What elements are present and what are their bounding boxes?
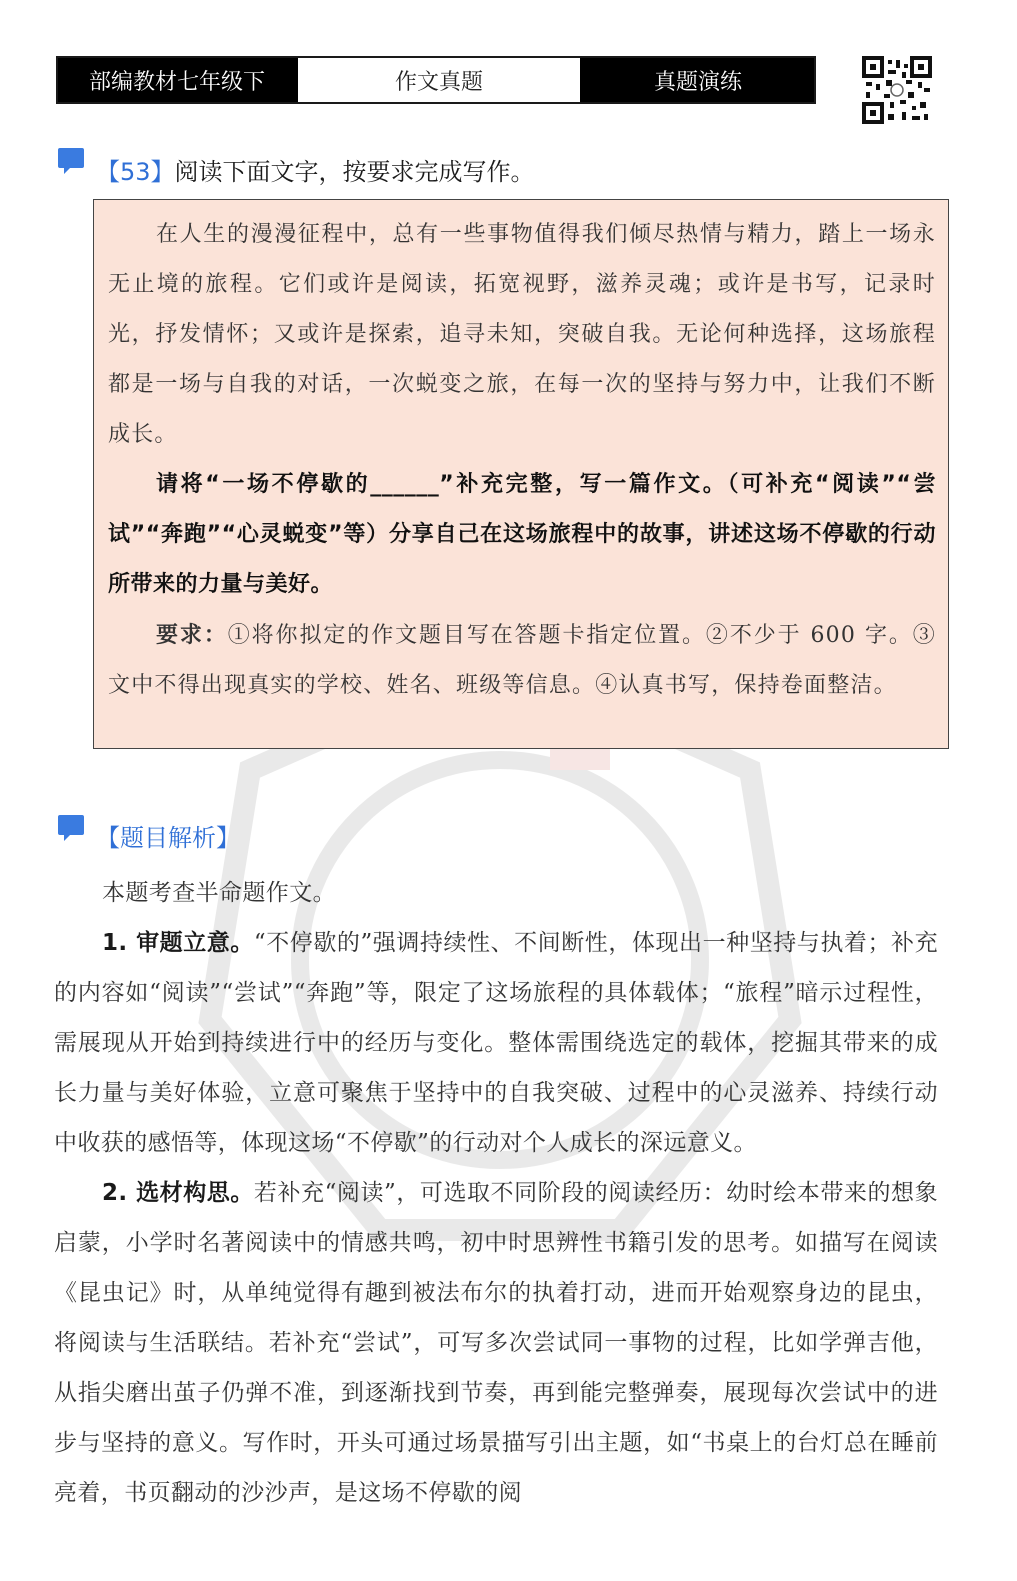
analysis-text-1: “不停歇的”强调持续性、不间断性，体现出一种坚持与执着；补充的内容如“阅读”“尝试”“奔跑”等，限定了这场旅程的具体载体；“旅程”暗示过程性，需展现从开始到持续进行中的经历与变化。整体需围绕选定的载体，挖掘其带来的成长力量与美好体验，立意可聚焦于坚持中的自我突破、过程中的心灵滋养、持续行动中收获的感悟等，体现这场“不停歇”的行动对个人成长的深远意义。 [54,930,938,1156]
question-heading [96,152,535,187]
analysis-paragraph-2 [54,1168,938,1518]
qr-code-icon[interactable] [862,56,932,124]
analysis-text-2: 若补充“阅读”，可选取不同阶段的阅读经历：幼时绘本带来的想象启蒙，小学时名著阅读中的情感共鸣，初中时思辨性书籍引发的思考。如描写在阅读《昆虫记》时，从单纯觉得有趣到被法布尔的执着打动，进而开始观察身边的昆虫，将阅读与生活联结。若补充“尝试”，可写多次尝试同一事物的过程，比如学弹吉他，从指尖磨出茧子仍弹不准，到逐渐找到节奏，再到能完整弹奏，展现每次尝试中的进步与坚持的意义。写作时，开头可通过场景描写引出主题，如“书桌上的台灯总在睡前亮着，书页翻动的沙沙声，是这场不停歇的阅 [54,1180,938,1506]
prompt-task: 请将“一场不停歇的______”补充完整，写一篇作文。（可补充“阅读”“尝试”“奔跑”“心灵蜕变”等）分享自己在这场旅程中的故事，讲述这场不停歇的行动所带来的力量与美好。 [108,472,936,597]
bookmark-flag-icon [56,813,86,843]
question-title: 阅读下面文字，按要求完成写作。 [174,158,535,186]
header-practice-label: 真题演练 [582,58,814,102]
prompt-requirements [108,610,936,711]
analysis-label-2: 2. 选材构思。 [102,1180,254,1206]
analysis-intro: 本题考查半命题作文。 [102,880,336,906]
analysis-heading: 【题目解析】 [96,824,240,852]
analysis-body [54,868,938,1518]
analysis-paragraph-1 [54,918,938,1168]
prompt-passage: 在人生的漫漫征程中，总有一些事物值得我们倾尽热情与精力，踏上一场永无止境的旅程。它们或许是阅读，拓宽视野，滋养灵魂；或许是书写，记录时光，抒发情怀；又或许是探索，追寻未知，突破自我。无论何种选择，这场旅程都是一场与自我的对话，一次蜕变之旅，在每一次的坚持与努力中，让我们不断成长。 [108,222,936,447]
bookmark-flag-icon [56,146,86,176]
header-textbook-label: 部编教材七年级下 [58,58,296,102]
question-number: 【53】 [96,158,175,186]
requirements-text: ①将你拟定的作文题目写在答题卡指定位置。②不少于 600 字。③文中不得出现真实的学校、姓名、班级等信息。④认真书写，保持卷面整洁。 [108,623,936,698]
header-section-label: 作文真题 [296,58,582,102]
requirements-label: 要求： [156,622,228,648]
header-bar [56,56,816,104]
analysis-label-1: 1. 审题立意。 [102,930,254,956]
prompt-box [93,199,949,749]
